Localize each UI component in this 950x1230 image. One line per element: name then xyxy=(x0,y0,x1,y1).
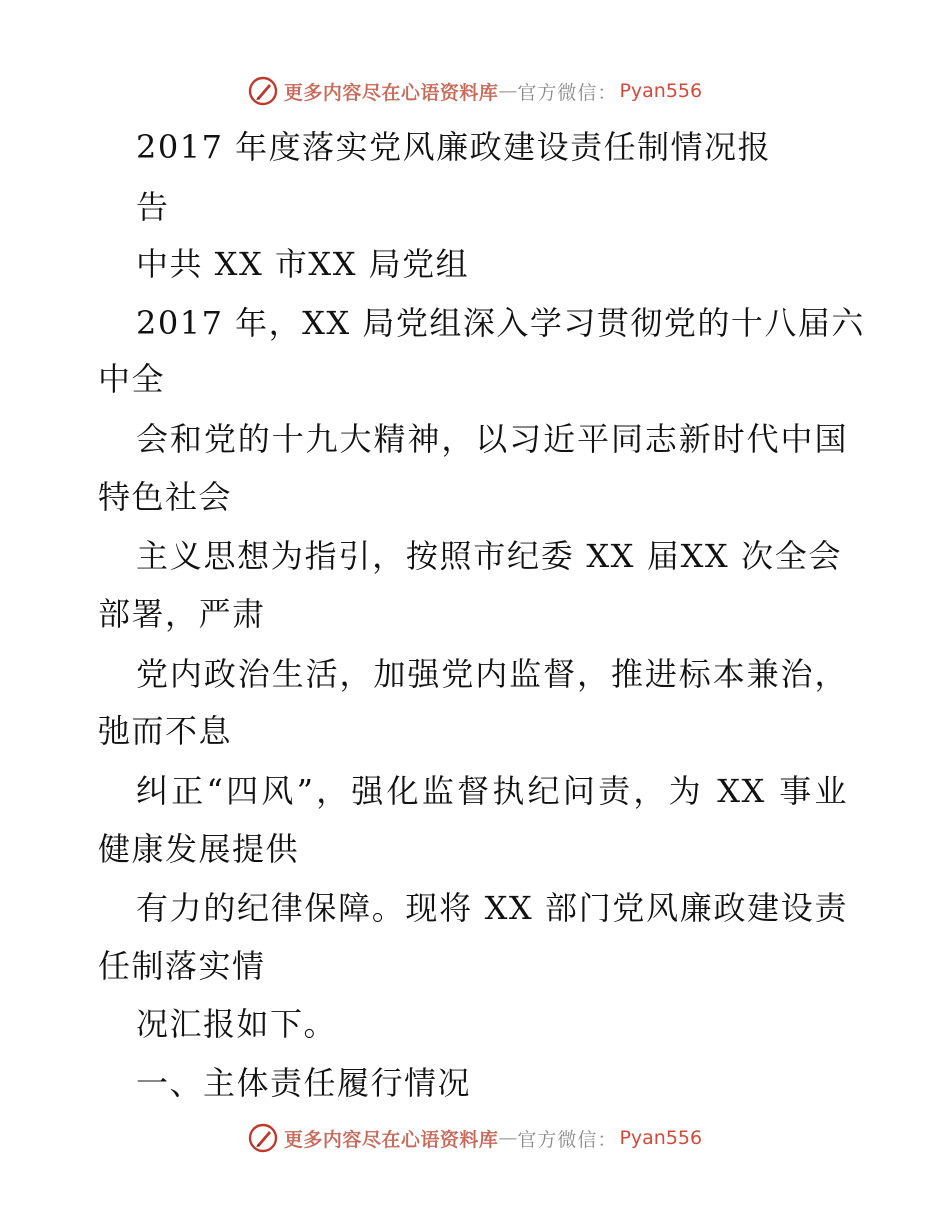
doc-body-line: 健康发展提供 xyxy=(98,830,300,868)
doc-body-line: 会和党的十九大精神，以习近平同志新时代中国 xyxy=(136,420,848,458)
quill-logo-icon xyxy=(248,1123,278,1153)
doc-body-line: 特色社会 xyxy=(98,478,233,516)
doc-title-line-2: 告 xyxy=(136,188,170,226)
doc-body-line: 党内政治生活，加强党内监督，推进标本兼治， xyxy=(136,655,848,693)
banner-wechat-handle: Pyan556 xyxy=(619,80,703,102)
doc-body-line: 部署，严肃 xyxy=(98,595,266,633)
banner-dash: — xyxy=(498,80,518,102)
footer-watermark-banner xyxy=(0,1118,950,1158)
doc-body-line: 纠正“四风”，强化监督执纪问责，为 XX 事业 xyxy=(136,772,848,810)
quill-logo-icon xyxy=(248,76,278,106)
doc-body-line: 任制落实情 xyxy=(98,947,266,985)
banner-wechat-handle: Pyan556 xyxy=(619,1127,703,1149)
doc-body-line: 有力的纪律保障。现将 XX 部门党风廉政建设责 xyxy=(136,889,848,927)
doc-title-line-1: 2017 年度落实党风廉政建设责任制情况报 xyxy=(136,128,772,166)
header-watermark-banner xyxy=(0,71,950,111)
banner-site-text: 更多内容尽在心语资料库 xyxy=(283,1128,499,1151)
doc-section-heading: 一、主体责任履行情况 xyxy=(136,1064,472,1102)
doc-body-line: 主义思想为指引，按照市纪委 XX 届XX 次全会 xyxy=(136,537,842,575)
banner-dash: — xyxy=(498,1127,518,1149)
banner-site-text: 更多内容尽在心语资料库 xyxy=(283,81,499,104)
banner-contact-label: 官方微信： xyxy=(517,1128,618,1151)
doc-body-line: 弛而不息 xyxy=(98,712,233,750)
doc-body-line: 况汇报如下。 xyxy=(136,1005,338,1043)
banner-contact-label: 官方微信： xyxy=(517,81,618,104)
doc-body-line: 2017 年，XX 局党组深入学习贯彻党的十八届六 xyxy=(136,304,865,342)
doc-author-line: 中共 XX 市XX 局党组 xyxy=(136,245,470,283)
doc-body-line: 中全 xyxy=(98,360,166,398)
